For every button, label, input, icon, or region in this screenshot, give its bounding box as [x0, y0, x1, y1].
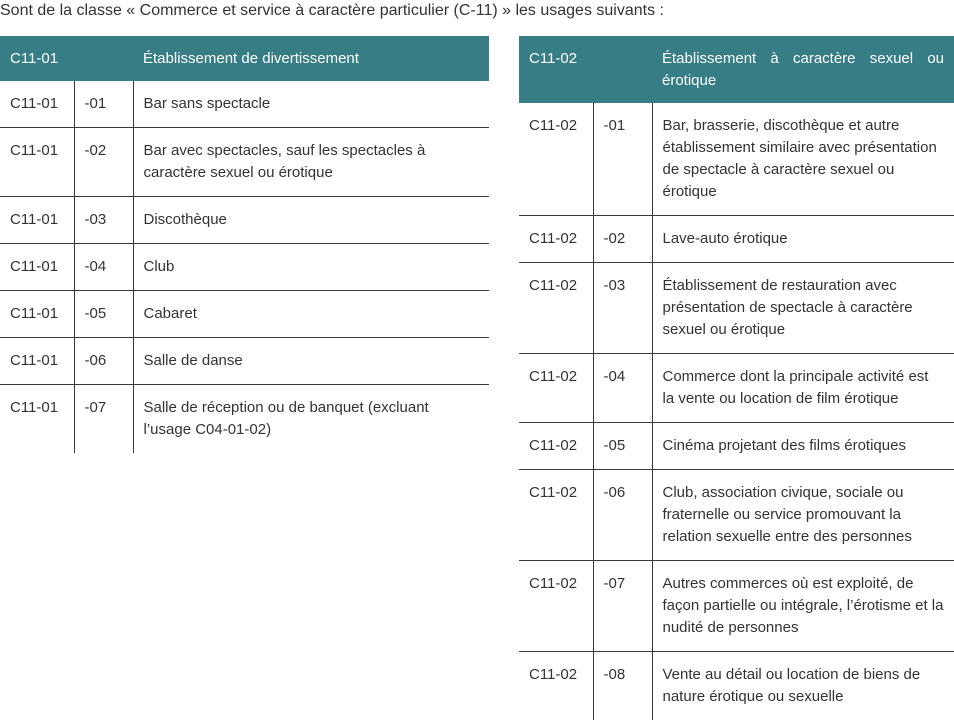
- row-subcode: -05: [74, 291, 133, 338]
- table-row: [519, 561, 954, 652]
- row-description: Vente au détail ou location de biens de nature érotique ou sexuelle: [662, 666, 921, 705]
- row-description: Cinéma projetant des films érotiques: [652, 423, 954, 470]
- row-subcode: -03: [593, 263, 652, 354]
- row-code: C11-01: [0, 291, 74, 338]
- row-description: Établissement de restauration avec présentation de spectacle à caractère sexuel ou érotique: [652, 263, 954, 354]
- row-subcode: -06: [74, 338, 133, 385]
- row-description: Bar avec spectacles, sauf les spectacles à caractère sexuel ou érotique: [133, 128, 489, 197]
- row-code: C11-01: [0, 81, 74, 128]
- table-header-row: [519, 36, 954, 103]
- row-code: C11-02: [519, 561, 593, 652]
- row-subcode: -04: [593, 354, 652, 423]
- row-description: Discothèque: [133, 197, 489, 244]
- table-row: [0, 197, 489, 244]
- row-description: Bar, brasserie, discothèque et autre établissement similaire avec présentation de spectacle à caractère sexuel ou érotique: [652, 103, 954, 216]
- row-code: C11-01: [0, 197, 74, 244]
- row-subcode: -06: [593, 470, 652, 561]
- table-row: [0, 338, 489, 385]
- row-description: Club: [133, 244, 489, 291]
- row-description: Autres commerces où est exploité, de façon partielle ou intégrale, l’érotisme et la nudité de personnes: [652, 561, 954, 652]
- table-header-row: [0, 36, 489, 81]
- row-subcode: -04: [74, 244, 133, 291]
- header-title: Établissement de divertissement: [133, 36, 489, 81]
- row-code: C11-01: [0, 244, 74, 291]
- table-row: [519, 423, 954, 470]
- row-description: Bar sans spectacle: [133, 81, 489, 128]
- header-code: C11-01: [0, 36, 133, 81]
- row-code: C11-02: [519, 263, 593, 354]
- table-c11-01: [0, 36, 489, 453]
- row-subcode: -05: [593, 423, 652, 470]
- table-row: [519, 354, 954, 423]
- row-code: C11-02: [519, 423, 593, 470]
- row-description: Salle de réception ou de banquet (excluant l’usage C04-01-02): [143, 399, 429, 438]
- row-subcode: -01: [74, 81, 133, 128]
- row-code: C11-02: [519, 470, 593, 561]
- row-code: C11-02: [519, 652, 593, 721]
- row-subcode: -07: [593, 561, 652, 652]
- table-row: [0, 385, 489, 454]
- row-subcode: -07: [74, 385, 133, 454]
- intro-text: Sont de la classe « Commerce et service à caractère particulier (C-11) » les usages suivants :: [0, 2, 664, 19]
- table-row: [519, 470, 954, 561]
- header-code: C11-02: [519, 36, 652, 103]
- table-row: [519, 263, 954, 354]
- row-subcode: -02: [74, 128, 133, 197]
- table-row: [519, 216, 954, 263]
- table-row: [519, 652, 954, 721]
- table-row: [0, 291, 489, 338]
- row-code: C11-02: [519, 216, 593, 263]
- row-code: C11-02: [519, 103, 593, 216]
- row-description: Cabaret: [133, 291, 489, 338]
- row-subcode: -01: [593, 103, 652, 216]
- row-description: Club, association civique, sociale ou fraternelle ou service promouvant la relation sexuelle entre des personnes: [652, 470, 954, 561]
- header-title: Établissement à caractère sexuel ou érotique: [652, 36, 954, 103]
- row-code: C11-01: [0, 128, 74, 197]
- table-row: [0, 128, 489, 197]
- row-code: C11-01: [0, 385, 74, 454]
- row-description: Commerce dont la principale activité est la vente ou location de film érotique: [652, 354, 954, 423]
- table-c11-02: [519, 36, 954, 720]
- row-description: Lave-auto érotique: [652, 216, 954, 263]
- row-code: C11-02: [519, 354, 593, 423]
- row-subcode: -03: [74, 197, 133, 244]
- table-row: [0, 81, 489, 128]
- row-subcode: -02: [593, 216, 652, 263]
- table-row: [0, 244, 489, 291]
- table-row: [519, 103, 954, 216]
- row-code: C11-01: [0, 338, 74, 385]
- row-subcode: -08: [593, 652, 652, 721]
- row-description: Salle de danse: [133, 338, 489, 385]
